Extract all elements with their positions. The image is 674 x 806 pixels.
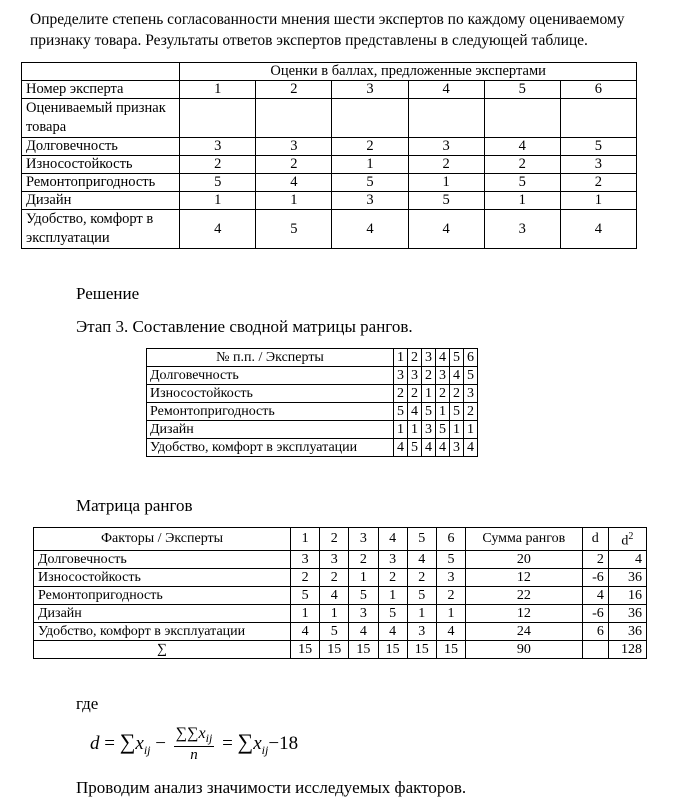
table-cell: 5 bbox=[332, 174, 408, 192]
formula-num-sub: ij bbox=[205, 731, 213, 746]
table-cell: 5 bbox=[407, 586, 436, 604]
rank-sum-cell: 12 bbox=[466, 568, 583, 586]
row-header: Оцениваемый признак товара bbox=[22, 99, 180, 138]
table-row bbox=[34, 604, 647, 622]
table-cell: 1 bbox=[422, 385, 436, 403]
table-cell: 4 bbox=[332, 210, 408, 249]
table-row bbox=[22, 138, 637, 156]
table-cell: 1 bbox=[464, 421, 478, 439]
table-cell: 1 bbox=[378, 586, 407, 604]
total-cell: 15 bbox=[349, 640, 378, 658]
table-cell: 3 bbox=[256, 138, 332, 156]
rank-sum-cell: 22 bbox=[466, 586, 583, 604]
table-row bbox=[147, 367, 478, 385]
table-cell: 2 bbox=[332, 138, 408, 156]
d2-base: d bbox=[621, 533, 629, 549]
table-cell: 1 bbox=[407, 604, 436, 622]
d2-cell: 36 bbox=[608, 622, 646, 640]
column-header: 6 bbox=[464, 349, 478, 367]
table-cell: 4 bbox=[291, 622, 320, 640]
table-row bbox=[22, 210, 637, 249]
formula-numerator bbox=[174, 725, 215, 747]
table-cell: 1 bbox=[180, 192, 256, 210]
table-cell: 5 bbox=[422, 403, 436, 421]
column-header: 6 bbox=[560, 81, 636, 99]
table-cell: 4 bbox=[422, 439, 436, 457]
rank-summary-table bbox=[146, 348, 478, 457]
table-cell: 2 bbox=[180, 156, 256, 174]
stage3-heading: Этап 3. Составление сводной матрицы рангов. bbox=[76, 317, 413, 336]
column-header: Сумма рангов bbox=[466, 528, 583, 551]
table-cell: 4 bbox=[320, 586, 349, 604]
d-cell: -6 bbox=[582, 568, 608, 586]
table-row bbox=[22, 156, 637, 174]
row-header: Долговечность bbox=[34, 550, 291, 568]
table-cell: 2 bbox=[422, 367, 436, 385]
formula-sub-2: ij bbox=[261, 742, 269, 757]
formula-minus: − bbox=[155, 732, 166, 754]
table-row bbox=[147, 403, 478, 421]
table-cell: 5 bbox=[408, 192, 484, 210]
table-cell: 2 bbox=[291, 568, 320, 586]
column-header: 1 bbox=[180, 81, 256, 99]
row-header: Ремонтопригодность bbox=[147, 403, 394, 421]
table-cell: 5 bbox=[349, 586, 378, 604]
table-cell: 2 bbox=[378, 568, 407, 586]
table-cell: 4 bbox=[378, 622, 407, 640]
d-cell: -6 bbox=[582, 604, 608, 622]
d2-cell: 16 bbox=[608, 586, 646, 604]
table-cell: 1 bbox=[436, 604, 465, 622]
column-header: 3 bbox=[332, 81, 408, 99]
column-header: 5 bbox=[484, 81, 560, 99]
table-cell: 3 bbox=[436, 568, 465, 586]
column-header: 2 bbox=[408, 349, 422, 367]
table-row bbox=[22, 174, 637, 192]
table-cell: 2 bbox=[450, 385, 464, 403]
row-header: Ремонтопригодность bbox=[34, 586, 291, 604]
table-cell: 3 bbox=[422, 421, 436, 439]
d2-cell: 36 bbox=[608, 568, 646, 586]
column-header: 1 bbox=[394, 349, 408, 367]
table-cell: 5 bbox=[408, 439, 422, 457]
rank-sum-cell: 20 bbox=[466, 550, 583, 568]
table-cell: 3 bbox=[464, 385, 478, 403]
table-cell: 3 bbox=[394, 367, 408, 385]
table-cell: 1 bbox=[394, 421, 408, 439]
table-row bbox=[22, 63, 637, 81]
table-cell: 4 bbox=[436, 622, 465, 640]
total-cell: 15 bbox=[436, 640, 465, 658]
column-header: 2 bbox=[320, 528, 349, 551]
row-header: Удобство, комфорт в эксплуатации bbox=[22, 210, 180, 249]
table-cell: 1 bbox=[408, 174, 484, 192]
d2-cell: 4 bbox=[608, 550, 646, 568]
formula-denominator: n bbox=[190, 747, 198, 764]
table-row bbox=[34, 528, 647, 551]
formula-num-x: x bbox=[198, 725, 206, 742]
table-row bbox=[147, 349, 478, 367]
table-cell: 5 bbox=[320, 622, 349, 640]
table-cell: 1 bbox=[320, 604, 349, 622]
table-row bbox=[22, 81, 637, 99]
total-d2-cell: 128 bbox=[608, 640, 646, 658]
formula-lhs: d bbox=[90, 732, 100, 754]
table-cell bbox=[180, 99, 256, 138]
total-sum-cell: 90 bbox=[466, 640, 583, 658]
task-description: Определите степень согласованности мнения шести экспертов по каждому оцениваемому признаку товара. Результаты ответов экспертов представлены в следующей таблице. bbox=[30, 11, 625, 49]
table-cell: 2 bbox=[408, 385, 422, 403]
column-header: Факторы / Эксперты bbox=[34, 528, 291, 551]
row-header: Удобство, комфорт в эксплуатации bbox=[34, 622, 291, 640]
solution-heading: Решение bbox=[76, 284, 140, 303]
table-cell bbox=[484, 99, 560, 138]
table-cell: 3 bbox=[484, 210, 560, 249]
table-cell: 3 bbox=[378, 550, 407, 568]
formula-const: 18 bbox=[279, 732, 299, 754]
table-cell bbox=[22, 63, 180, 81]
rank-sum-cell: 24 bbox=[466, 622, 583, 640]
row-header: Дизайн bbox=[147, 421, 394, 439]
formula-x-2: x bbox=[253, 732, 262, 754]
column-header: 1 bbox=[291, 528, 320, 551]
formula-eq: = bbox=[104, 732, 115, 754]
row-header: Износостойкость bbox=[147, 385, 394, 403]
rank-matrix-heading: Матрица рангов bbox=[76, 496, 193, 515]
table-row bbox=[34, 622, 647, 640]
d-cell: 2 bbox=[582, 550, 608, 568]
row-header: Долговечность bbox=[22, 138, 180, 156]
formula-sigma-2: ∑ bbox=[237, 728, 254, 754]
table-cell: 5 bbox=[450, 403, 464, 421]
table-cell: 1 bbox=[349, 568, 378, 586]
total-cell: 15 bbox=[320, 640, 349, 658]
table-cell: 5 bbox=[560, 138, 636, 156]
formula-double-sigma: ∑∑ bbox=[175, 725, 199, 742]
table-cell: 5 bbox=[256, 210, 332, 249]
formula bbox=[90, 725, 298, 764]
row-header: Удобство, комфорт в эксплуатации bbox=[147, 439, 394, 457]
column-header: 2 bbox=[256, 81, 332, 99]
column-header: 3 bbox=[422, 349, 436, 367]
table-cell: 3 bbox=[408, 138, 484, 156]
column-group-header: Оценки в баллах, предложенные экспертами bbox=[180, 63, 637, 81]
table-cell: 5 bbox=[436, 421, 450, 439]
total-d-cell bbox=[582, 640, 608, 658]
column-header: d bbox=[582, 528, 608, 551]
table-cell: 1 bbox=[256, 192, 332, 210]
row-header: Ремонтопригодность bbox=[22, 174, 180, 192]
d2-superscript: 2 bbox=[628, 531, 634, 542]
d-cell: 6 bbox=[582, 622, 608, 640]
table-cell: 1 bbox=[450, 421, 464, 439]
table-cell: 4 bbox=[464, 439, 478, 457]
table-cell: 2 bbox=[407, 568, 436, 586]
table-row bbox=[147, 385, 478, 403]
column-header: 4 bbox=[378, 528, 407, 551]
expert-scores-table bbox=[21, 62, 637, 249]
column-header bbox=[608, 528, 646, 551]
sum-symbol: ∑ bbox=[34, 640, 291, 658]
formula-fraction bbox=[174, 725, 215, 764]
table-cell: 3 bbox=[349, 604, 378, 622]
table-cell: 2 bbox=[436, 385, 450, 403]
column-header: 6 bbox=[436, 528, 465, 551]
column-header: 5 bbox=[450, 349, 464, 367]
table-row bbox=[34, 586, 647, 604]
table-cell bbox=[560, 99, 636, 138]
table-cell: 5 bbox=[464, 367, 478, 385]
table-cell: 3 bbox=[407, 622, 436, 640]
table-cell: 2 bbox=[408, 156, 484, 174]
formula-minus-2: − bbox=[268, 732, 280, 754]
table-row bbox=[147, 421, 478, 439]
row-header: Износостойкость bbox=[34, 568, 291, 586]
table-cell bbox=[408, 99, 484, 138]
table-cell: 5 bbox=[378, 604, 407, 622]
row-header: Дизайн bbox=[34, 604, 291, 622]
table-cell: 2 bbox=[560, 174, 636, 192]
table-cell bbox=[332, 99, 408, 138]
table-cell: 4 bbox=[408, 210, 484, 249]
table-cell: 3 bbox=[320, 550, 349, 568]
column-header: 4 bbox=[436, 349, 450, 367]
column-header: 3 bbox=[349, 528, 378, 551]
d-cell: 4 bbox=[582, 586, 608, 604]
table-cell: 2 bbox=[394, 385, 408, 403]
formula-x: x bbox=[135, 732, 144, 754]
total-cell: 15 bbox=[378, 640, 407, 658]
table-cell: 5 bbox=[180, 174, 256, 192]
table-cell: 4 bbox=[436, 439, 450, 457]
table-cell: 1 bbox=[436, 403, 450, 421]
table-cell: 3 bbox=[332, 192, 408, 210]
table-row bbox=[34, 550, 647, 568]
where-label: где bbox=[76, 694, 99, 713]
column-header: № п.п. / Эксперты bbox=[147, 349, 394, 367]
analysis-heading: Проводим анализ значимости исследуемых факторов. bbox=[76, 778, 467, 797]
table-cell: 1 bbox=[560, 192, 636, 210]
table-cell: 3 bbox=[560, 156, 636, 174]
row-header: Износостойкость bbox=[22, 156, 180, 174]
table-cell: 4 bbox=[407, 550, 436, 568]
formula-eq-2: = bbox=[222, 732, 233, 754]
table-cell: 3 bbox=[450, 439, 464, 457]
rank-sum-cell: 12 bbox=[466, 604, 583, 622]
table-row bbox=[22, 99, 637, 138]
table-cell: 2 bbox=[349, 550, 378, 568]
table-cell: 5 bbox=[484, 174, 560, 192]
table-cell: 2 bbox=[320, 568, 349, 586]
table-row bbox=[22, 192, 637, 210]
row-header: Долговечность bbox=[147, 367, 394, 385]
table-cell: 5 bbox=[394, 403, 408, 421]
table-cell: 4 bbox=[180, 210, 256, 249]
table-cell: 5 bbox=[436, 550, 465, 568]
table-cell: 4 bbox=[408, 403, 422, 421]
formula-sub: ij bbox=[143, 742, 151, 757]
table-cell: 3 bbox=[436, 367, 450, 385]
table-cell: 4 bbox=[484, 138, 560, 156]
table-cell: 1 bbox=[332, 156, 408, 174]
table-cell: 1 bbox=[408, 421, 422, 439]
table-cell: 5 bbox=[291, 586, 320, 604]
table-cell: 4 bbox=[450, 367, 464, 385]
table-row bbox=[147, 439, 478, 457]
formula-sigma: ∑ bbox=[119, 728, 136, 754]
table-cell: 2 bbox=[436, 586, 465, 604]
table-cell: 2 bbox=[256, 156, 332, 174]
d2-cell: 36 bbox=[608, 604, 646, 622]
table-cell: 3 bbox=[180, 138, 256, 156]
table-cell: 1 bbox=[484, 192, 560, 210]
table-cell: 2 bbox=[484, 156, 560, 174]
column-header: 5 bbox=[407, 528, 436, 551]
column-header: 4 bbox=[408, 81, 484, 99]
row-header: Дизайн bbox=[22, 192, 180, 210]
table-cell: 4 bbox=[256, 174, 332, 192]
table-cell: 3 bbox=[291, 550, 320, 568]
table-cell bbox=[256, 99, 332, 138]
table-cell: 4 bbox=[394, 439, 408, 457]
rank-matrix-table bbox=[33, 527, 647, 659]
table-row bbox=[34, 568, 647, 586]
table-cell: 4 bbox=[349, 622, 378, 640]
table-cell: 4 bbox=[560, 210, 636, 249]
table-cell: 2 bbox=[464, 403, 478, 421]
total-cell: 15 bbox=[407, 640, 436, 658]
table-cell: 3 bbox=[408, 367, 422, 385]
row-header: Номер эксперта bbox=[22, 81, 180, 99]
totals-row bbox=[34, 640, 647, 658]
total-cell: 15 bbox=[291, 640, 320, 658]
table-cell: 1 bbox=[291, 604, 320, 622]
